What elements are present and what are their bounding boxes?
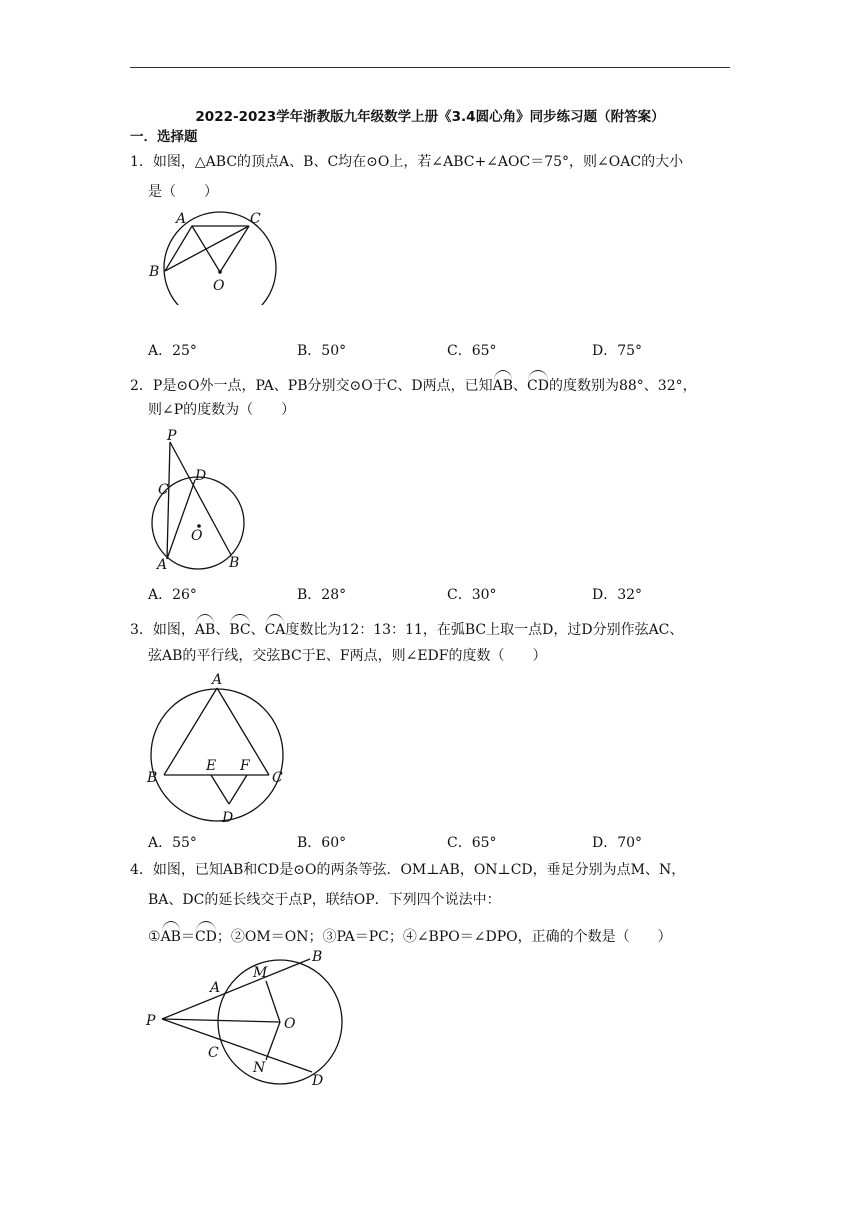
q2-figure [145,428,255,573]
q4-arc-ab: AB [161,921,181,947]
q1-option-b: B．50° [297,343,347,359]
q1-label-A: A [176,211,187,227]
q2-option-b: B．28° [297,587,347,603]
q3-text-pre: 3．如图， [130,622,195,638]
q4-statement-1-prefix: ① [148,929,161,945]
q4-label-O: O [284,1016,296,1032]
q2-text-pre: 2．P是⊙O外一点，PA、PB分别交⊙O于C、D两点，已知 [130,378,493,394]
q3-text-line1 [130,614,740,640]
q3-text-post: 度数比为12：13：11，在弧BC上取一点D，过D分别作弦AC、 [285,622,684,638]
q3-arc-bc: BC [229,614,250,640]
q1-label-C: C [250,211,261,227]
q3-option-c: C．65° [447,835,497,851]
q4-text-line1: 4．如图，已知AB和CD是⊙O的两条等弦．OM⊥AB，ON⊥CD，垂足分别为点M、N， [130,862,686,878]
q1-option-c: C．65° [447,343,497,359]
q4-label-N: N [253,1060,266,1076]
q4-label-A: A [210,980,221,996]
q4-arc-cd: CD [195,921,217,947]
q2-arc-ab: AB [493,370,513,396]
q4-eq: ＝ [180,929,195,945]
q2-option-c: C．30° [447,587,497,603]
q2-option-d: D．32° [592,587,643,603]
section-heading: 一．选择题 [130,129,198,145]
q3-text-line2: 弦AB的平行线，交弦BC于E、F两点，则∠EDF的度数（ ） [148,648,547,664]
q2-text-line1 [130,370,740,396]
q2-sep: 、 [513,378,528,394]
q4-label-M: M [253,965,268,981]
q3-label-E: E [206,758,217,774]
q1-label-O: O [213,278,225,294]
q4-text-line3 [148,921,758,947]
q4-label-C: C [208,1045,219,1061]
q2-label-A: A [157,557,168,573]
q3-sep1: 、 [215,622,230,638]
q1-text-line1: 1．如图，△ABC的顶点A、B、C均在⊙O上，若∠ABC+∠AOC＝75°，则∠OAC的大小 [130,154,684,170]
q3-label-C: C [272,770,283,786]
q3-label-D: D [222,810,234,826]
q3-sep2: 、 [250,622,265,638]
q2-label-P: P [167,428,177,444]
q3-arc-ca: CA [265,614,286,640]
q1-label-B: B [149,264,160,280]
q2-label-O: O [191,528,203,544]
q1-option-d: D．75° [592,343,643,359]
q3-option-d: D．70° [592,835,643,851]
q4-statements-rest: ；②OM＝ON；③PA＝PC；④∠BPO＝∠DPO，正确的个数是（ ） [216,929,672,945]
q1-text-line2: 是（ ） [148,184,218,200]
q4-label-B: B [312,949,323,965]
q4-label-D: D [312,1073,324,1089]
q2-label-C: C [158,482,169,498]
q4-figure [140,945,360,1095]
q1-figure [140,205,290,305]
header-rule [130,67,730,68]
q3-figure [143,670,293,830]
q2-option-a: A．26° [148,587,197,603]
page-title: 2022-2023学年浙教版九年级数学上册《3.4圆心角》同步练习题（附答案） [195,109,665,125]
q2-text-line2: 则∠P的度数为（ ） [148,402,296,418]
q3-label-B: B [147,770,158,786]
q4-label-P: P [146,1013,156,1029]
q3-label-F: F [240,758,250,774]
q3-label-A: A [212,672,223,688]
q3-option-a: A．55° [148,835,197,851]
q2-text-post: 的度数别为88°、32°， [548,378,697,394]
q2-arc-cd: CD [527,370,549,396]
q3-arc-ab: AB [195,614,215,640]
q2-label-B: B [229,555,240,571]
q4-text-line2: BA、DC的延长线交于点P，联结OP．下列四个说法中： [148,892,501,908]
q1-option-a: A．25° [148,343,197,359]
q2-label-D: D [195,468,207,484]
q3-option-b: B．60° [297,835,347,851]
